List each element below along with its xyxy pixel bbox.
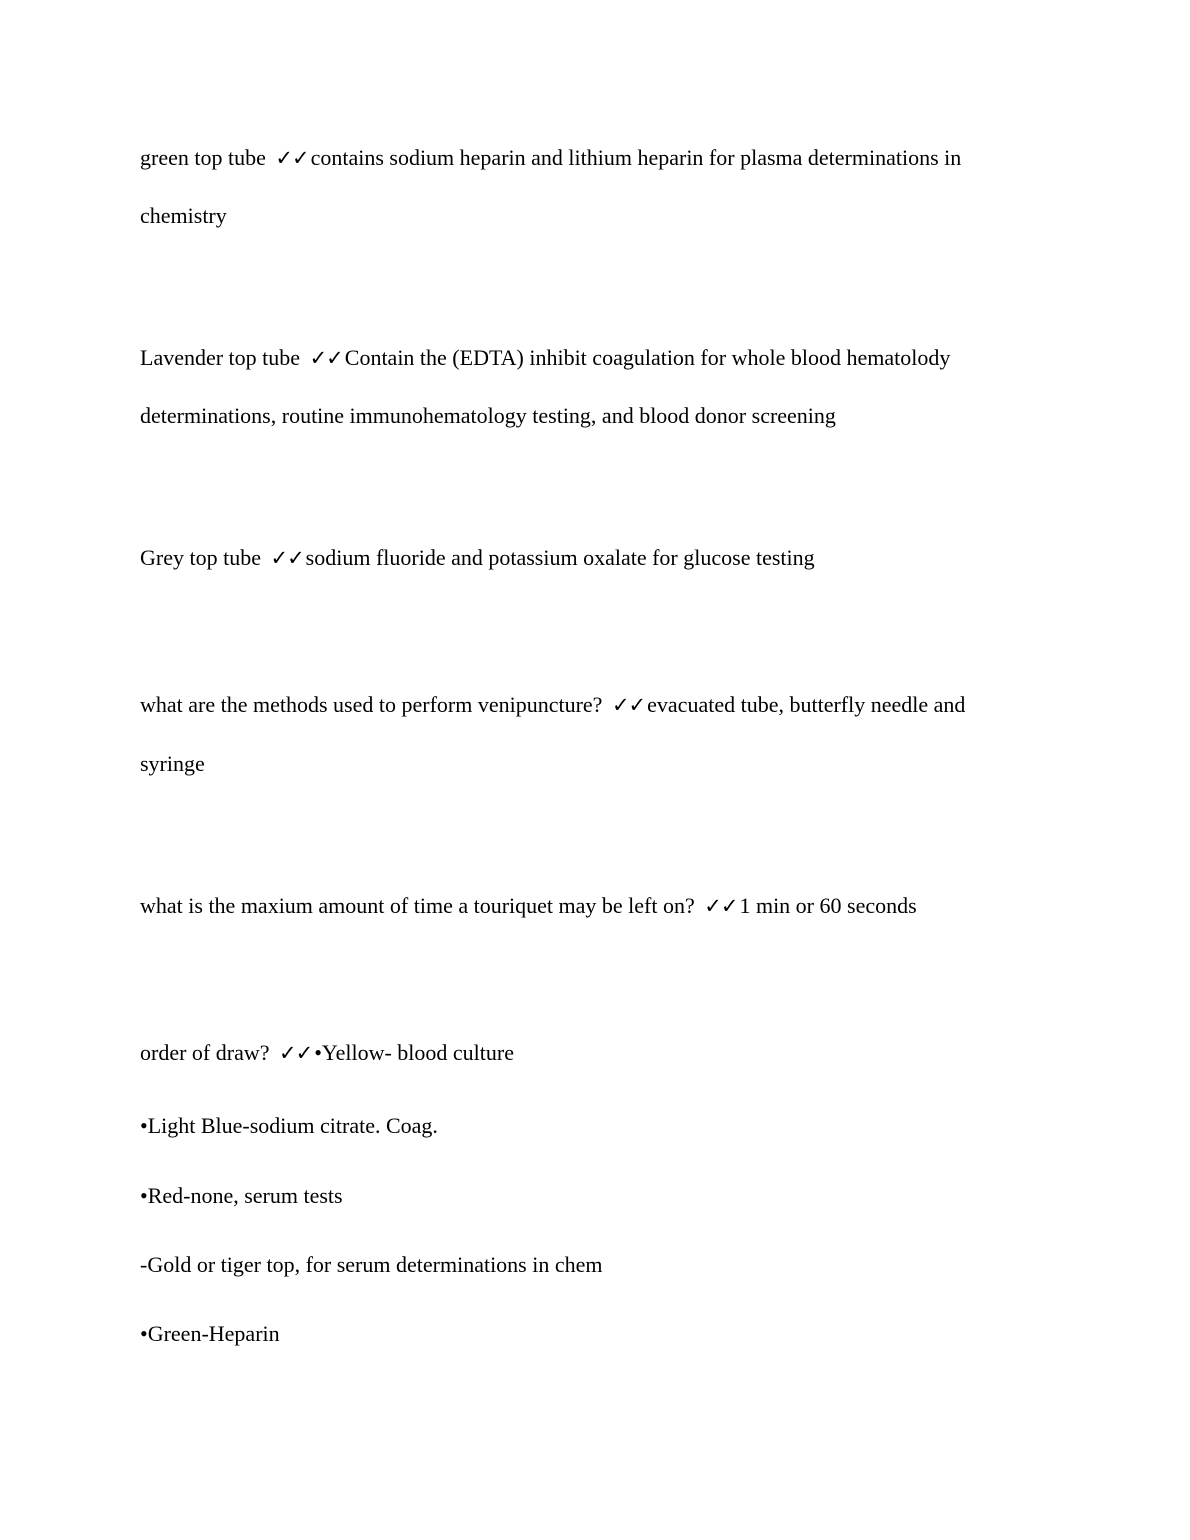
- double-check-icon: ✓✓: [611, 693, 646, 717]
- card-3-line-1: [140, 544, 815, 572]
- card-4-question: what are the methods used to perform venipuncture?: [140, 692, 603, 717]
- order-item-red: •Red-none, serum tests: [140, 1183, 343, 1208]
- card-2-line-2: determinations, routine immunohematology testing, and blood donor screening: [140, 403, 836, 428]
- card-5-question: what is the maxium amount of time a touriquet may be left on?: [140, 893, 695, 918]
- double-check-icon: ✓✓: [270, 546, 304, 570]
- order-item-light-blue: •Light Blue-sodium citrate. Coag.: [140, 1113, 438, 1138]
- card-5-answer: 1 min or 60 seconds: [739, 893, 917, 918]
- card-5-line-1: [140, 892, 917, 920]
- order-item-green: •Green-Heparin: [140, 1321, 280, 1346]
- card-1-line-1: [140, 144, 961, 172]
- card-2-answer: Contain the (EDTA) inhibit coagulation for whole blood hematolody: [344, 345, 951, 370]
- card-4-line-2: syringe: [140, 751, 205, 776]
- double-check-icon: ✓✓: [704, 894, 738, 918]
- card-3-question: Grey top tube: [140, 545, 261, 570]
- card-1-answer: contains sodium heparin and lithium heparin for plasma determinations in: [310, 145, 962, 170]
- card-2-question: Lavender top tube: [140, 345, 301, 370]
- card-1-line-2: chemistry: [140, 203, 227, 228]
- card-2-line-1: [140, 344, 950, 372]
- card-3-answer: sodium fluoride and potassium oxalate for glucose testing: [305, 545, 815, 570]
- card-4-answer: evacuated tube, butterfly needle and: [647, 692, 966, 717]
- double-check-icon: ✓✓: [279, 1041, 313, 1065]
- card-1-question: green top tube: [140, 145, 266, 170]
- order-item-gold: -Gold or tiger top, for serum determinations in chem: [140, 1252, 603, 1277]
- card-6-question: order of draw?: [140, 1040, 270, 1065]
- double-check-icon: ✓✓: [275, 146, 309, 170]
- double-check-icon: ✓✓: [309, 346, 343, 370]
- card-6-line-1: [140, 1039, 514, 1067]
- card-4-line-1: [140, 691, 965, 719]
- card-6-answer: •Yellow- blood culture: [314, 1040, 514, 1065]
